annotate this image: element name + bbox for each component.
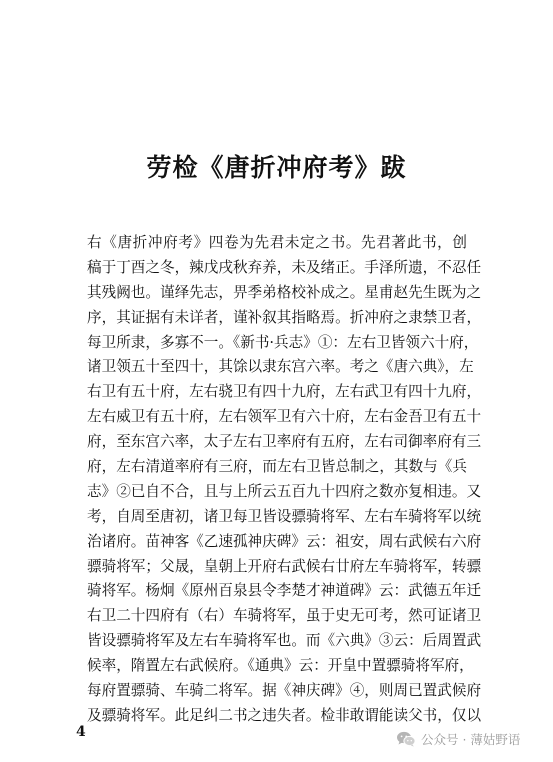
text-line: 治诸府。苗神客《乙速孤神庆碑》云：祖安，周右武候右六府: [87, 532, 482, 550]
watermark-text: 公众号 · 薄姑野语: [421, 732, 521, 747]
text-line: 骑将军。杨炯《原州百泉县令李楚才神道碑》云：武德五年迁: [87, 582, 482, 600]
body-text: [87, 231, 482, 729]
text-line: 左右威卫有五十府，左右领军卫有六十府，左右金吾卫有五十: [87, 408, 482, 426]
text-line: 稿于丁酉之冬，辣戊戌秋弃养，未及绪正。手泽所遗，不忍任: [87, 258, 482, 276]
text-line: 府，左右清道率府有三府，而左右卫皆总制之，其数与《兵: [87, 458, 467, 476]
text-line: 府，至东宫六率，太子左右卫率府有五府，左右司御率府有三: [87, 433, 482, 451]
text-line: 右《唐折冲府考》四卷为先君未定之书。先君著此书，创: [87, 234, 467, 251]
page-number: 4: [76, 724, 86, 740]
text-line: 每府置骠骑、车骑二将军。据《神庆碑》④，则周已置武候府: [87, 682, 482, 700]
text-line: 右卫二十四府有（右）车骑将军，虽于史无可考，然可证诸卫: [87, 607, 482, 625]
watermark: [396, 728, 520, 750]
text-line: 右卫有五十府，左右骁卫有四十九府，左右武卫有四十九府，: [87, 383, 482, 401]
text-line: 志》②已自不合，且与上所云五百九十四府之数亦复相违。又: [87, 482, 482, 500]
text-line: 考，自周至唐初，诸卫每卫皆设骠骑将军、左右车骑将军以统: [87, 507, 482, 525]
text-line: 及骠骑将军。此足纠二书之违失者。检非敢谓能读父书，仅以: [87, 706, 482, 724]
wechat-icon: [396, 731, 416, 747]
text-line: 其残阙也。谨绎先志，畀季弟格校补成之。星甫赵先生既为之: [87, 283, 482, 301]
text-line: 每卫所隶，多寡不一。《新书·兵志》①：左右卫皆领六十府，: [87, 333, 479, 351]
page-title: 劳检《唐折冲府考》跋: [146, 153, 407, 182]
text-line: 皆设骠骑将军及左右车骑将军也。而《六典》③云：后周置武: [87, 632, 482, 650]
text-line: 候率，隋置左右武候府。《通典》云：开皇中置骠骑将军府，: [87, 657, 474, 675]
text-line: 骠骑将军；父晟，皇朝上开府右武候右廿府左车骑将军，转骠: [87, 557, 482, 575]
text-line: 诸卫领五十至四十，其馀以隶东宫六率。考之《唐六典》，左: [87, 358, 474, 376]
text-line: 序，其证据有未详者，谨补叙其指略焉。折冲府之隶禁卫者，: [87, 308, 482, 326]
